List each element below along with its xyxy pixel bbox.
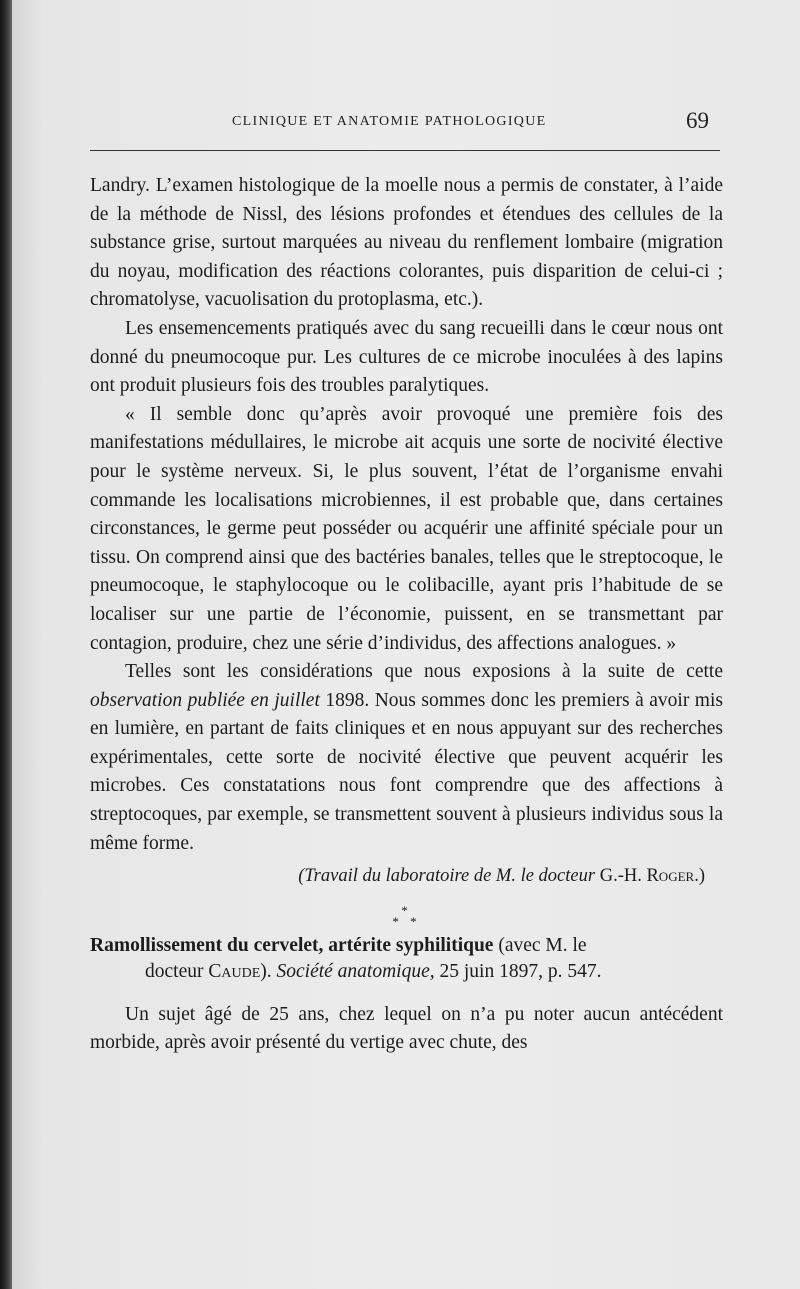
section-source-italic: Société anatomique, (276, 960, 435, 982)
section-source-line (90, 959, 723, 985)
paragraph-4 (90, 658, 723, 858)
credit-open-paren: ( (298, 866, 305, 887)
page-number: 69 (686, 108, 709, 133)
section-title: Ramollissement du cervelet, artérite syphilitique (90, 934, 494, 956)
section-paren-close: ). (260, 960, 272, 982)
credit-close: .) (694, 866, 705, 887)
asterism-bottom: * * (392, 913, 421, 929)
paragraph-3-quotation: « Il semble donc qu’après avoir provoqué une première fois des manifestations médullaires, le microbe ait acquis une sorte de nocivité élective pour le système nerveux. Si, le plus souvent, l’état de l’organisme envahi commande les localisations microbiennes, il est probable que, dans certaines circonstances, le germe peut posséder ou acquérir une affinité spéciale pour un tissu. On comprend ainsi que des bactéries banales, telles que le streptocoque, le pneumocoque, le staphylocoque ou le colibacille, ayant pris l’habitude de se localiser sur une partie de l’économie, puissent, en se transmettant par contagion, produire, chez une série d’individus, des affections analogues. » (90, 403, 723, 654)
section-heading (90, 933, 723, 985)
laboratory-credit (90, 862, 723, 891)
paragraph-4-end: 1898. Nous sommes donc les premiers à avoir mis en lumière, en partant de faits cliniques et en nous appuyant sur des recherches expérimentales, cette sorte de nocivité élective que peuvent acquérir les microbes. Ces constatations nous font comprendre que des affections à streptocoques, par exemple, se transmettent souvent à plusieurs individus sous la même forme. (90, 689, 723, 854)
running-head (12, 108, 800, 138)
paragraph-1: Landry. L’examen histologique de la moelle nous a permis de constater, à l’aide de la méthode de Nissl, des lésions profondes et étendues des cellules de la substance grise, surtout marquées au niveau du renflement lombaire (migration du noyau, modification des réactions colorantes, puis disparition de celui-ci ; chromatolyse, vacuolisation du protoplasma, etc.). (90, 175, 723, 311)
credit-name: Roger (646, 866, 695, 887)
spacer (90, 985, 723, 1001)
section-paren-open: (avec M. le (498, 934, 587, 956)
book-gutter-shadow (0, 0, 12, 1289)
asterism-top: * (401, 902, 412, 918)
paragraph-last: Un sujet âgé de 25 ans, chez lequel on n’a pu noter aucun antécédent morbide, après avoir présenté du vertige avec chute, des (90, 1003, 723, 1054)
credit-italic: Travail du laboratoire de M. le docteur (304, 866, 596, 887)
section-name: Caude (208, 960, 261, 982)
paragraph-4-start: Telles sont les considérations que nous exposions à la suite de cette (125, 661, 723, 683)
credit-initials: G.-H. (599, 866, 642, 887)
running-head-title: CLINIQUE ET ANATOMIE PATHOLOGIQUE (232, 114, 547, 129)
section-source-date: 25 juin 1897, p. 547. (439, 960, 602, 982)
asterism-separator (90, 902, 723, 929)
section-doctor: docteur (145, 960, 204, 982)
paragraph-2: Les ensemencements pratiqués avec du sang recueilli dans le cœur nous ont donné du pneumocoque pur. Les cultures de ce microbe inoculées à des lapins ont produit plusieurs fois des troubles paralytiques. (90, 317, 723, 397)
body-text (90, 172, 723, 1058)
paragraph-4-italic: observation publiée en juillet (90, 689, 320, 711)
book-page (12, 0, 800, 1289)
header-rule (90, 150, 720, 151)
